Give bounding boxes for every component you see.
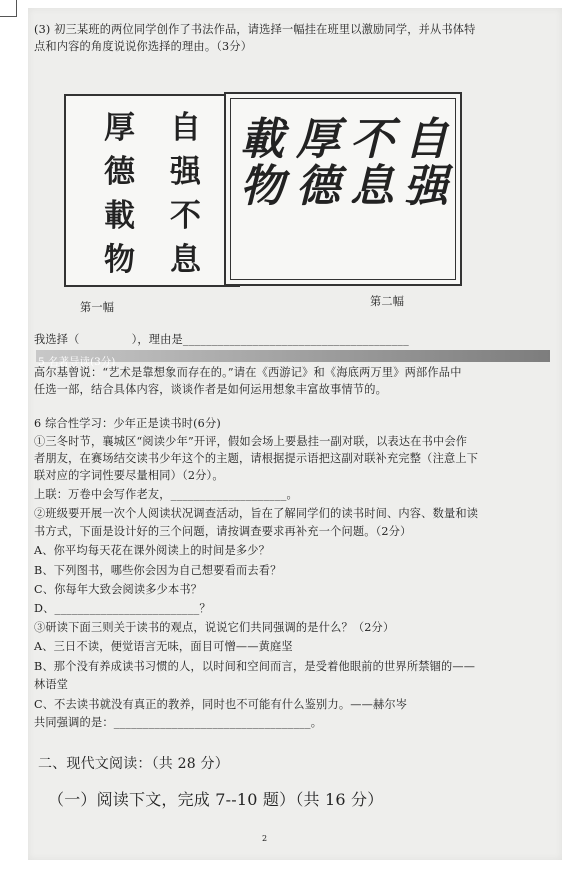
work2-column	[404, 116, 448, 210]
section6-p2-line2: 书方式，下面是设计好的三个问题，请按调查要求再补充一个问题。（2分）	[34, 525, 412, 538]
page-number: 2	[262, 834, 268, 843]
section5-header: 5 名著导读(3分)	[38, 356, 116, 368]
section6-p1-line3: 联对应的字词性要尽量相同）（2分）。	[34, 469, 224, 482]
calligraphy-work-2	[224, 92, 462, 286]
section6-p3: ③研读下面三则关于读书的观点，说说它们共同强调的是什么？（2分）	[34, 621, 395, 634]
work2-column	[240, 116, 284, 210]
page-corner-mark	[0, 0, 17, 17]
couplet-line[interactable]: 上联：万卷中会写作老友，____________________。	[34, 488, 298, 501]
view-c: C、不去读书就没有真正的教养，同时也不可能有什么鉴别力。——赫尔岑	[34, 698, 408, 711]
choice-line	[34, 332, 409, 347]
work2-char: 厚	[296, 114, 340, 165]
section6-title: 6 综合性学习：少年正是读书时(6分)	[34, 417, 221, 430]
work2-char: 德	[296, 161, 340, 212]
work1-char: 自	[170, 110, 201, 146]
survey-question-a: A、你平均每天花在课外阅读上的时间是多少？	[34, 544, 271, 557]
view-b-line2: 林语堂	[34, 678, 69, 691]
work1-char: 息	[170, 242, 201, 278]
choice-prefix: 我选择（	[34, 333, 80, 346]
work2-char: 自	[404, 114, 448, 165]
work2-char: 不	[350, 114, 394, 165]
work1-caption: 第一幅	[80, 301, 115, 314]
work2-char: 載	[240, 114, 284, 165]
work1-right-column	[170, 106, 201, 282]
work1-left-column	[104, 106, 135, 282]
reason-blank[interactable]: _______________________________________	[182, 333, 409, 346]
work1-char: 强	[170, 154, 201, 190]
survey-question-b: B、下列图书，哪些你会因为自己想要看而去看？	[34, 564, 282, 577]
exam-sheet	[28, 8, 562, 860]
question3-line2: 点和内容的角度说说你选择的理由。（3分）	[34, 40, 253, 53]
work2-column	[350, 116, 394, 210]
question3-line1: (3) 初三某班的两位同学创作了书法作品，请选择一幅挂在班里以激励同学，并从书体特	[34, 23, 476, 36]
work2-column	[296, 116, 340, 210]
survey-question-c: C、你每年大致会阅读多少本书？	[34, 583, 203, 596]
work1-char: 厚	[104, 110, 135, 146]
section5-line2: 任选一部，结合具体内容，谈谈作者是如何运用想象丰富故事情节的。	[34, 383, 388, 396]
work2-char: 物	[240, 161, 284, 212]
choice-middle: ），理由是	[131, 333, 183, 346]
view-b-line1: B、那个没有养成读书习惯的人，以时间和空间而言，是受着他眼前的世界所禁锢的——	[34, 660, 476, 673]
work2-char: 强	[404, 161, 448, 212]
common-emphasis-line[interactable]: 共同强调的是：__________________________________。	[34, 716, 323, 729]
section5-header-band	[36, 350, 550, 368]
work2-caption: 第二幅	[370, 295, 405, 308]
work1-char: 德	[104, 154, 135, 190]
view-a: A、三日不读，便觉语言无味，面目可憎——黄庭坚	[34, 640, 293, 653]
work1-char: 物	[104, 242, 135, 278]
section6-p2-line1: ②班级要开展一次个人阅读状况调查活动，旨在了解同学们的读书时间、内容、数量和读	[34, 507, 479, 520]
part2-subtitle: （一）阅读下文，完成 7--10 题）（共 16 分）	[48, 790, 384, 809]
survey-question-d[interactable]: D、_________________________？	[34, 602, 211, 615]
work2-char: 息	[350, 161, 394, 212]
calligraphy-work-1	[64, 94, 240, 287]
work1-char: 載	[104, 198, 135, 234]
section6-p1-line2: 者朋友，在赛场结交读书少年这个的主题，请根据提示语把这副对联补充完整（注意上下	[34, 452, 479, 465]
section5-line1: 高尔基曾说：“艺术是靠想象而存在的。”请在《西游记》和《海底两万里》两部作品中	[34, 366, 462, 379]
work1-char: 不	[170, 198, 201, 234]
section6-p1-line1: ①三冬时节，襄城区“阅读少年”开评，假如会场上要悬挂一副对联，以表达在书中会作	[34, 435, 468, 448]
part2-title: 二、现代文阅读：（共 28 分）	[38, 756, 229, 772]
